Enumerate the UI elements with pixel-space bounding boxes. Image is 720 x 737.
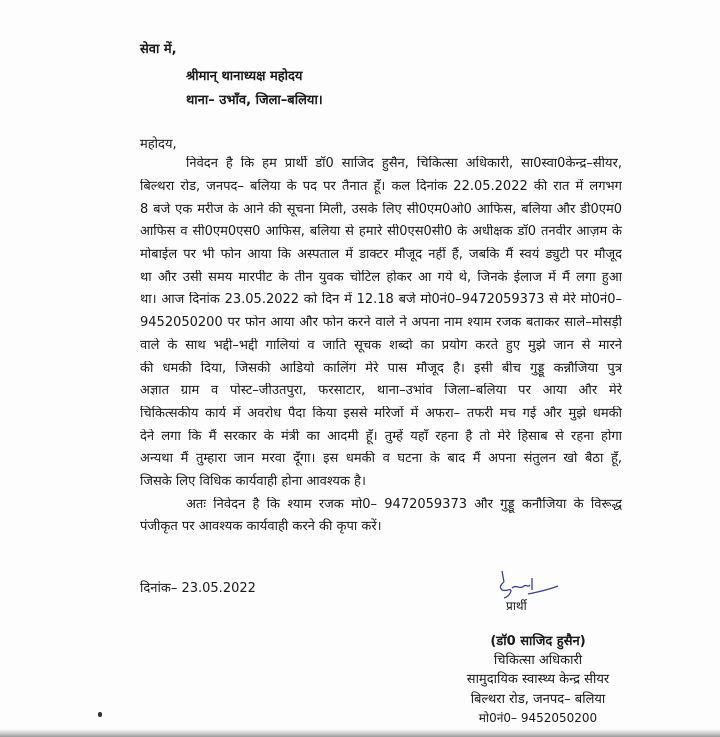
body-line: मोबाईल पर भी फोन आया कि अस्पताल में डाक्टर मौजूद नहीं हैं, जबकि मैं स्वयं ड्युटी पर मौजूद [140,247,622,262]
letter-date: दिनांक– 23.05.2022 [140,581,256,596]
ink-speck [98,712,102,717]
police-station: थाना– उभाँव, जिला–बलिया। [186,93,323,108]
signature-icon [490,568,560,602]
body-line: अज्ञात ग्राम व पोस्ट–जीउतपुरा, फरसाटार, थाना–उभांव जिला–बलिया पर आया और मेरे [140,383,622,398]
signatory-address: बिल्थरा रोड, जनपद– बलिया [470,692,606,707]
signatory-designation: चिकित्सा अधिकारी [493,653,583,668]
body-line: था और उसी समय मारपीट के तीन युवक चोटिल होकर आ गये थे, जिनके ईलाज में मैं लगा हुआ [140,270,622,285]
body-line: 8 बजे एक मरीज के आने की सूचना मिली, उसके लिए सी0एम0ओ0 आफिस, बलिया और डी0एम0 [140,202,622,217]
body-line: 9452050200 पर फोन आया और फोन करने वाले ने अपना नाम श्याम रजक बताकर साले–मोसड़ी [140,315,622,330]
body-line: आफिस व सी0एम0एस0 आफिस, बलिया से हमारे सी0एस0सी0 के अधीक्षक डॉ0 तनवीर आज़म के [140,224,622,239]
body-line: था। आज दिनांक 23.05.2022 को दिन में 12.18 बजे मो0नं0–9472059373 से मेरे मो0नं0– [140,292,622,307]
body-line: जिसके लिए विधिक कार्यवाही होना आवश्यक है। [140,474,366,489]
body-line: वाले के साथ भद्दी–भद्दी गालियां व जाति सूचक शब्दो का प्रयोग करते हुए मुझे जान से मारने [140,338,622,353]
salutation-to: सेवा में, [140,42,177,57]
signature-label: प्रार्थी [506,599,527,613]
body-line: अतः निवेदन है कि श्याम रजक मो0– 9472059373 और गुड्डू कनौजिया के विरूद्ध [186,497,622,512]
body-line: की धमकी दिया, जिसकी आडियो कालिंग मेरे पास मौजूद है। इसी बीच गुड्डू कन्नौजिया पुत्र [140,361,622,376]
page-shadow [0,729,720,737]
signatory-office: सामुदायिक स्वास्थ्य केन्द्र सीयर [466,672,610,687]
body-line: चिकित्सकीय कार्य में अवरोध पैदा किया इससे मरिजों में अफरा– तफरी मच गई और मुझे धमकी [140,406,622,421]
signatory-name: (डॉ0 साजिद हुसैन) [490,634,586,649]
body-line: अन्यथा मैं तुम्हारा जान मरवा दूँगा। इस धमकी व घटना के बाद मैं अपना संतुलन खो बैठा हूँ, [140,451,622,466]
greeting: महोदय, [140,137,177,152]
addressee: श्रीमान् थानाध्यक्ष महोदय [186,69,303,84]
body-line: पंजीकृत पर आवश्यक कार्यवाही करने की कृपा करें। [140,519,382,534]
body-line: निवेदन है कि हम प्रार्थी डॉ0 साजिद हुसैन, चिकित्सा अधिकारी, सा0स्वा0केन्द्र–सीयर, [186,156,622,171]
body-line: देने लगा कि मैं सरकार के मंत्री का आदमी हूँ। तुम्हें यहाँ रहना है तो मेरे हिसाब से रहना होगा [140,429,622,444]
body-line: बिल्थरा रोड, जनपद– बलिया के पद पर तैनात हूँ। कल दिनांक 22.05.2022 की रात में लगभग [140,179,622,194]
signatory-mobile: मो0नं0– 9452050200 [478,711,598,725]
